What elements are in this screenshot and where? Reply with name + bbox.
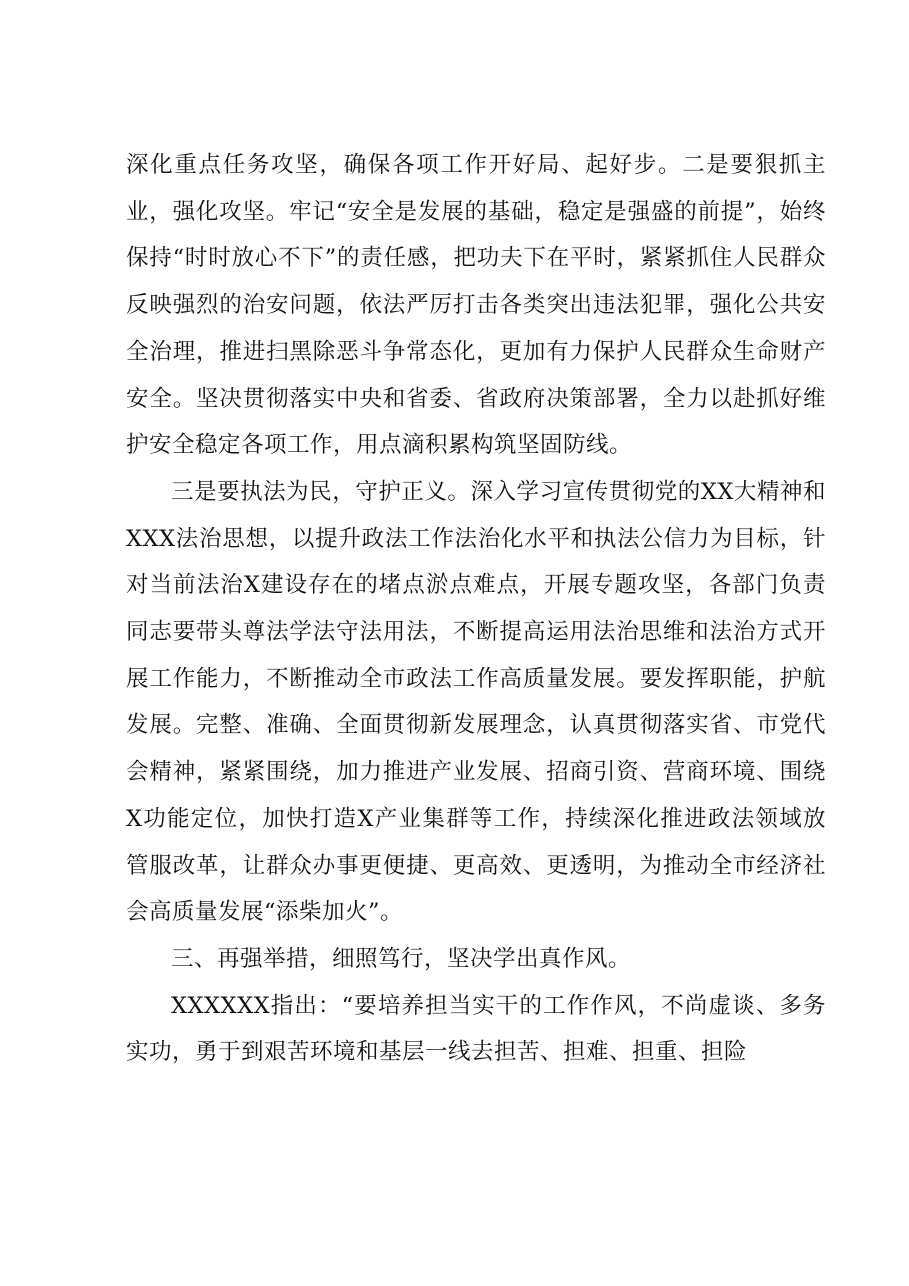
document-body [126, 142, 826, 1076]
paragraph-1: 深化重点任务攻坚，确保各项工作开好局、起好步。二是要狠抓主业，强化攻坚。牢记“安全是发展的基础，稳定是强盛的前提”，始终保持“时时放心不下”的责任感，把功夫下在平时，紧紧抓住人民群众反映强烈的治安问题，依法严厉打击各类突出违法犯罪，强化公共安全治理，推进扫黑除恶斗争常态化，更加有力保护人民群众生命财产安全。坚决贯彻落实中央和省委、省政府决策部署，全力以赴抓好维护安全稳定各项工作，用点滴积累构筑坚固防线。 [126, 152, 826, 459]
section-heading: 三、再强举措，细照笃行，坚决学出真作风。 [171, 945, 632, 972]
paragraph-2: 三是要执法为民，守护正义。深入学习宣传贯彻党的XX大精神和XXX法治思想，以提升政法工作法治化水平和执法公信力为目标，针对当前法治X建设存在的堵点淤点难点，开展专题攻坚，各部门负责同志要带头尊法学法守法用法，不断提高运用法治思维和法治方式开展工作能力，不断推动全市政法工作高质量发展。要发挥职能，护航发展。完整、准确、全面贯彻新发展理念，认真贯彻落实省、市党代会精神，紧紧围绕，加力推进产业发展、招商引资、营商环境、围绕X功能定位，加快打造X产业集群等工作，持续深化推进政法领域放管服改革，让群众办事更便捷、更高效、更透明，为推动全市经济社会高质量发展“添柴加火”。 [126, 478, 826, 926]
paragraph-4: XXXXXX指出：“要培养担当实干的工作作风，不尚虚谈、多务实功，勇于到艰苦环境和基层一线去担苦、担难、担重、担险 [126, 992, 826, 1066]
